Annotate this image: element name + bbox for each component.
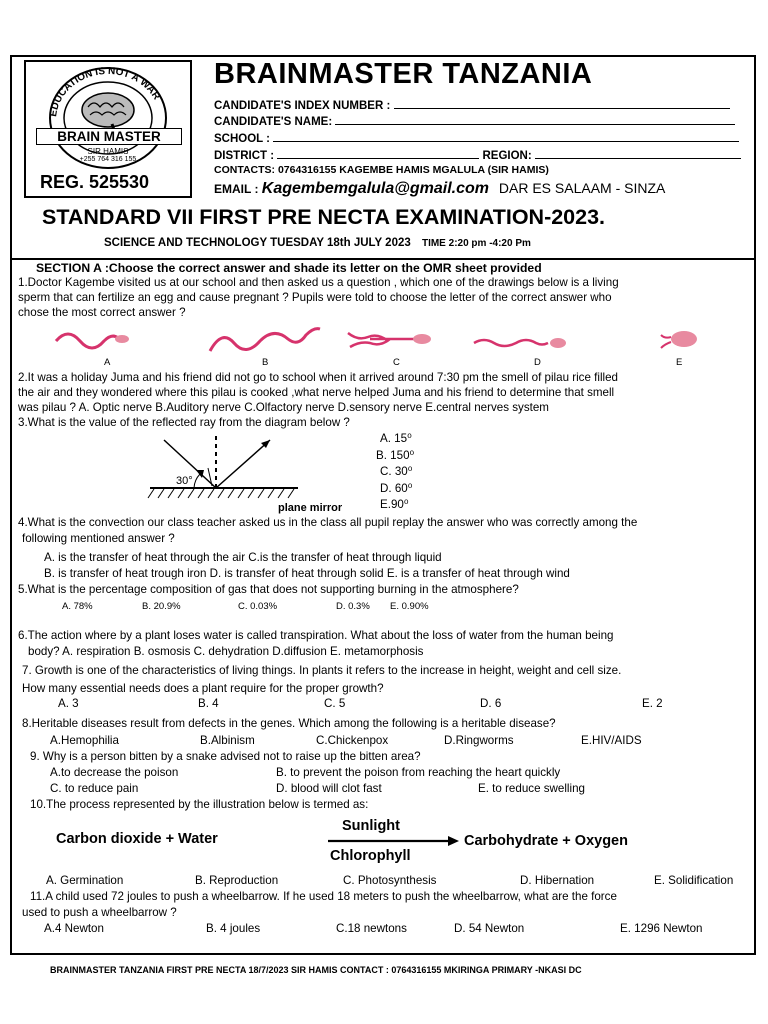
sperm-e-icon (671, 331, 697, 347)
index-number-field[interactable] (394, 98, 730, 109)
q9-option-b[interactable]: B. to prevent the poison from reaching the heart quickly (276, 766, 561, 779)
subject-row (104, 237, 531, 249)
q4-options-2[interactable]: B. is transfer of heat trough iron D. is transfer of heat through solid E. is a transfer of heat through wind (44, 567, 570, 580)
section-a-heading: SECTION A :Choose the correct answer and shade its letter on the OMR sheet provided (36, 261, 542, 275)
header-separator (10, 258, 756, 260)
equation-reactants: Carbon dioxide + Water (56, 831, 218, 847)
school-row (214, 131, 739, 145)
q11-line-2: used to push a wheelbarrow ? (22, 906, 177, 919)
q1-label-a[interactable]: A (104, 357, 111, 368)
q11-option-b[interactable]: B. 4 joules (206, 922, 261, 935)
q9-option-e[interactable]: E. to reduce swelling (478, 782, 585, 795)
index-number-row (214, 98, 730, 112)
candidate-name-row (214, 114, 735, 128)
q11-line-1: 11.A child used 72 joules to push a wheelbarrow. If he used 18 meters to push the wheelbarrow, what are the force (30, 890, 617, 903)
q7-option-e[interactable]: E. 2 (642, 697, 663, 710)
q11-option-c[interactable]: C.18 newtons (336, 922, 407, 935)
q9-option-a[interactable]: A.to decrease the poison (50, 766, 179, 779)
q1-label-b[interactable]: B (262, 357, 269, 368)
q1-sperm-drawings (14, 325, 754, 361)
q5-question: 5.What is the percentage composition of gas that does not supporting burning in the atmosphere? (18, 583, 519, 596)
q2-line-3: was pilau ? A. Optic nerve B.Auditory nerve C.Olfactory nerve D.sensory nerve E.central nerves system (18, 401, 549, 414)
q8-option-b[interactable]: B.Albinism (200, 734, 255, 747)
q10-option-a[interactable]: A. Germination (46, 874, 124, 887)
district-field[interactable] (277, 148, 479, 159)
contacts: CONTACTS: 0764316155 KAGEMBE HAMIS MGALULA (SIR HAMIS) (214, 164, 549, 176)
q4-options-1[interactable]: A. is the transfer of heat through the air C.is the transfer of heat through liquid (44, 551, 442, 564)
subject-line: SCIENCE AND TECHNOLOGY TUESDAY 18th JULY 2023 (104, 237, 411, 249)
q4-line-1: 4.What is the convection our class teacher asked us in the class all pupil replay the answer who was correctly among the (18, 516, 638, 529)
q11-option-d[interactable]: D. 54 Newton (454, 922, 525, 935)
sperm-b-icon (210, 329, 320, 351)
q6-line-2[interactable]: body? A. respiration B. osmosis C. dehydration D.diffusion E. metamorphosis (28, 645, 424, 658)
index-number-label: CANDIDATE'S INDEX NUMBER : (214, 100, 391, 112)
q11-option-a[interactable]: A.4 Newton (44, 922, 104, 935)
school-label: SCHOOL : (214, 133, 271, 145)
q7-option-c[interactable]: C. 5 (324, 697, 346, 710)
q5-option-a[interactable]: A. 78% (62, 601, 93, 612)
q4-line-2: following mentioned answer ? (22, 532, 175, 545)
q3-mirror-label: plane mirror (278, 502, 343, 514)
email-label: EMAIL : (214, 182, 262, 196)
q10-option-d[interactable]: D. Hibernation (520, 874, 595, 887)
equation-sunlight: Sunlight (342, 818, 400, 834)
reg-number: REG. 525530 (40, 172, 150, 192)
q1-label-c[interactable]: C (393, 357, 400, 368)
logo-phone: +255 764 316 155 (79, 156, 137, 163)
school-field[interactable] (273, 131, 739, 142)
page-footer: BRAINMASTER TANZANIA FIRST PRE NECTA 18/7/2023 SIR HAMIS CONTACT : 0764316155 MKIRINGA PRIMARY -NKASI DC (50, 965, 582, 975)
q1-label-e[interactable]: E (676, 357, 683, 368)
q8-option-a[interactable]: A.Hemophilia (50, 734, 119, 747)
sperm-c-icon (348, 333, 414, 347)
q8-option-c[interactable]: C.Chickenpox (316, 734, 389, 747)
q7-option-b[interactable]: B. 4 (198, 697, 219, 710)
candidate-name-label: CANDIDATE'S NAME: (214, 116, 333, 128)
q5-option-b[interactable]: B. 20.9% (142, 601, 181, 612)
q5-option-c[interactable]: C. 0.03% (238, 601, 278, 612)
equation-chlorophyll: Chlorophyll (330, 848, 411, 864)
location: DAR ES SALAAM - SINZA (498, 180, 666, 196)
q10-option-e[interactable]: E. Solidification (654, 874, 734, 887)
q8-question: 8.Heritable diseases result from defects in the genes. Which among the following is a heritable disease? (22, 717, 556, 730)
q8-option-d[interactable]: D.Ringworms (444, 734, 514, 747)
q1-line-1: 1.Doctor Kagembe visited us at our school and then asked us a question , which one of the drawings below is a living (18, 276, 619, 289)
q2-line-1: 2.It was a holiday Juma and his friend did not go to school when it arrived around 7:30 pm the smell of pilau rice filled (18, 371, 618, 384)
q3-angle-label: 30° (176, 475, 193, 487)
q3-option-d[interactable]: D. 60⁰ (380, 482, 413, 495)
region-field[interactable] (535, 148, 741, 159)
q10-question: 10.The process represented by the illustration below is termed as: (30, 798, 369, 811)
q1-line-3: chose the most correct answer ? (18, 306, 186, 319)
sperm-d-icon (474, 340, 548, 346)
q2-line-2: the air and they wondered where this pilau is cooked ,what nerve helped Juma and his friend to determine that smell (18, 386, 615, 399)
logo-ring-text: EDUCATION IS NOT A WAR (48, 65, 162, 118)
q3-option-a[interactable]: A. 15⁰ (380, 432, 412, 445)
exam-time: TIME 2:20 pm -4:20 Pm (421, 238, 531, 249)
q9-option-c[interactable]: C. to reduce pain (50, 782, 139, 795)
exam-title: STANDARD VII FIRST PRE NECTA EXAMINATION-2023. (42, 205, 606, 229)
q5-option-d[interactable]: D. 0.3% (336, 601, 370, 612)
q7-line-2: How many essential needs does a plant require for the proper growth? (22, 682, 384, 695)
q9-question: 9. Why is a person bitten by a snake advised not to raise up the bitten area? (30, 750, 421, 763)
sperm-a-icon (56, 334, 118, 348)
q1-line-2: sperm that can fertilize an egg and cause pregnant ? Pupils were told to choose the letter of the correct answer who (18, 291, 612, 304)
q5-option-e[interactable]: E. 0.90% (390, 601, 429, 612)
school-title: BRAINMASTER TANZANIA (214, 58, 593, 90)
candidate-name-field[interactable] (335, 114, 735, 125)
q7-option-d[interactable]: D. 6 (480, 697, 502, 710)
q3-option-b[interactable]: B. 150⁰ (376, 449, 415, 462)
q3-question: 3.What is the value of the reflected ray from the diagram below ? (18, 416, 350, 429)
logo-name: BRAIN MASTER (36, 128, 182, 145)
equation-arrow-icon (328, 835, 460, 847)
district-label: DISTRICT : (214, 150, 275, 162)
q7-option-a[interactable]: A. 3 (58, 697, 79, 710)
q3-mirror-diagram (140, 432, 310, 502)
equation-products: Carbohydrate + Oxygen (464, 833, 628, 849)
q3-option-e[interactable]: E.90⁰ (380, 498, 409, 511)
logo-owner: SIR HAMIS (87, 147, 129, 156)
q10-option-c[interactable]: C. Photosynthesis (343, 874, 437, 887)
email-address: Kagembemgalula@gmail.com (261, 180, 489, 197)
region-label: REGION: (482, 150, 532, 162)
q1-label-d[interactable]: D (534, 357, 541, 368)
district-row (214, 148, 741, 162)
email-row (214, 180, 665, 198)
q8-option-e[interactable]: E.HIV/AIDS (581, 734, 642, 747)
q11-option-e[interactable]: E. 1296 Newton (620, 922, 703, 935)
q3-option-c[interactable]: C. 30⁰ (380, 465, 413, 478)
q10-option-b[interactable]: B. Reproduction (195, 874, 279, 887)
q9-option-d[interactable]: D. blood will clot fast (276, 782, 382, 795)
q7-line-1: 7. Growth is one of the characteristics of living things. In plants it refers to the increase in height, weight and cell size. (22, 664, 622, 677)
q6-line-1: 6.The action where by a plant loses water is called transpiration. What about the loss of water from the human being (18, 629, 614, 642)
